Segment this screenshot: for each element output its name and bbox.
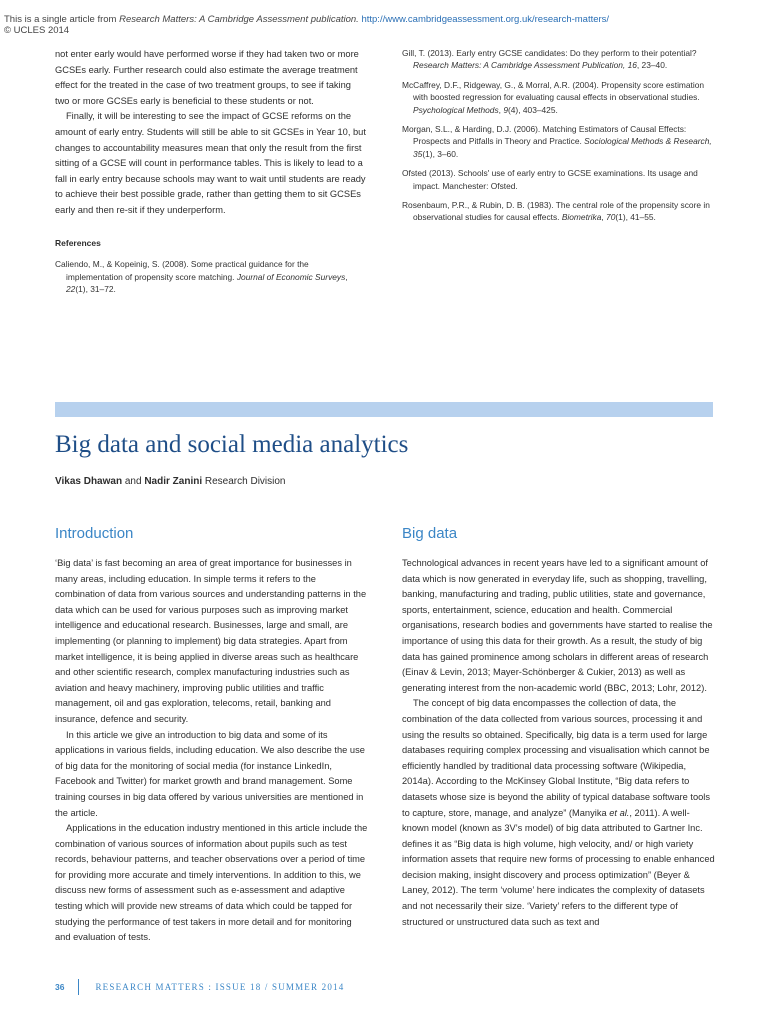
author-name: Vikas Dhawan: [55, 476, 123, 487]
prev-article-column-left: [55, 47, 367, 302]
copyright-text: © UCLES 2014: [4, 25, 70, 36]
article-title: Big data and social media analytics: [55, 431, 409, 458]
section-heading-introduction: Introduction: [55, 525, 134, 542]
source-notice: [4, 14, 764, 36]
big-data-column: [402, 556, 715, 930]
body-paragraph: Technological advances in recent years have led to a significant amount of data which is now generated in everyday life, such as shopping, travelling, banking, manufacturing and trading, public utilities, state and governance, sports, entertainment, science, education and health. Commercial organisations, research bodies and governments have started to realise the importance of using this data for their growth. As a result, the study of big data has gained prominence among scholars in different areas of research (Einav & Levin, 2013; Mayer-Schönberger & Cukier, 2013) as well as generating interest from the non-academic world (BBC, 2013; Lohr, 2012).: [402, 558, 713, 693]
prev-article-paragraph: Finally, it will be interesting to see the impact of GCSE reforms on the amount of early entry. Students will still be able to sit GCSEs in Year 10, but changes to accountability measures mean that only the result from the first sitting of a GCSE will count in performance tables. This is likely to lead to a fall in early entry because schools may want to wait until students are ready to achieve their best possible grade, rather than getting them to sit GCSEs early and then re-sit if they underperform.: [55, 111, 366, 215]
body-paragraph: The concept of big data encompasses the collection of data, the combination of the data collected from various sources, processing it and using the results so obtained. Specifically, big data is a term used for large databases requiring complex processing and visualisation which cannot be efficiently handled by traditional data processing software (Wikipedia, 2014a). According to the McKinsey Global Institute, “Big data refers to datasets whose size is beyond the ability of typical database software tools to capture, store, manage, and analyze” (Manyika et al., 2011). A well-known model (known as 3V’s model) of big data attributed to Gartner Inc. defines it as “Big data is high volume, high velocity, and/ or high variety information assets that require new forms of processing to enable enhanced decision making, insight discovery and process optimization” (Beyer & Laney, 2012). The term ‘volume’ here indicates the complexity of datasets and not necessarily their size. ‘Variety’ refers to the different type of structured or unstructured data such as text and: [402, 698, 715, 927]
prev-article-references-right: [402, 47, 714, 231]
introduction-column: [55, 556, 368, 946]
reference-item: Ofsted (2013). Schools' use of early entry to GCSE examinations. Its usage and impact. Manchester: Ofsted.: [402, 168, 698, 191]
reference-item: Gill, T. (2013). Early entry GCSE candidates: Do they perform to their potential? Research Matters: A Cambridge Assessment Publication, 16, 23–40.: [402, 48, 697, 71]
notice-text: This is a single article from: [4, 14, 120, 25]
footer-separator: [78, 979, 79, 995]
page-number: 36: [55, 982, 65, 992]
prev-article-paragraph: not enter early would have performed worse if they had taken two or more GCSEs early. Further research could also estimate the average treatment effect for the treated in the case of two treatment groups, to see if taking two or more GCSEs early is beneficial to these students or not.: [55, 49, 359, 106]
article-divider-band: [55, 402, 713, 417]
notice-url-link[interactable]: http://www.cambridgeassessment.org.uk/research-matters/: [361, 14, 610, 25]
author-affiliation: Research Division: [202, 476, 286, 487]
page-footer: [55, 979, 344, 995]
references-heading: References: [55, 237, 101, 248]
footer-journal-issue: RESEARCH MATTERS : ISSUE 18 / SUMMER 2014: [95, 982, 345, 992]
body-paragraph: ‘Big data’ is fast becoming an area of great importance for businesses in many areas, including education. In simple terms it refers to the combination of data from various sources and understanding patterns in the data which can be used for various purposes such as improving market intelligence and educational research. Businesses, large and small, are implementing (or planning to implement) big data strategies. Apart from market intelligence, it is being applied in diverse areas such as healthcare and other scientific research, complex manufacturing industries such as aviation and heavy machinery, improving public utilities and traffic management, oil and gas exploration, telecoms, retail, banking and insurance, defence and security.: [55, 558, 367, 724]
body-paragraph: In this article we give an introduction to big data and some of its applications in various fields, including education. We also describe the use of big data for the monitoring of social media (for instance LinkedIn, Facebook and Twitter) for market growth and brand management. Some training courses in big data offered by various universities are mentioned in the article.: [55, 729, 365, 818]
author-name: Nadir Zanini: [144, 476, 203, 487]
notice-publication: Research Matters: A Cambridge Assessment publication.: [119, 14, 359, 25]
reference-item: Rosenbaum, P.R., & Rubin, D. B. (1983). The central role of the propensity score in observational studies for causal effects. Biometrika, 70(1), 41–55.: [402, 200, 710, 223]
reference-item: Caliendo, M., & Kopeinig, S. (2008). Some practical guidance for the implementation of propensity score matching. Journal of Economic Surveys, 22(1), 31–72.: [55, 259, 348, 294]
body-paragraph: Applications in the education industry mentioned in this article include the combination of various sources of information about pupils such as test records, behaviour patterns, and teacher observations over a period of time for providing more accurate and timely interventions. In addition to this, we discuss new forms of assessment such as e-assessment and adaptive testing which will provide new streams of data which could be tapped for studying the performance of test takers in more detail and for monitoring and evaluation of tests.: [55, 823, 368, 943]
reference-item: McCaffrey, D.F., Ridgeway, G., & Morral, A.R. (2004). Propensity score estimation with boosted regression for evaluating causal effects in observational studies. Psychological Methods, 9(4), 403–425.: [402, 79, 705, 115]
reference-item: Morgan, S.L., & Harding, D.J. (2006). Matching Estimators of Causal Effects: Prospects and Pitfalls in Theory and Practice. Sociological Methods & Research, 35(1), 3–60.: [402, 124, 712, 159]
byline: Vikas Dhawan and Nadir Zanini Research Division: [55, 476, 286, 487]
section-heading-big-data: Big data: [402, 525, 458, 542]
